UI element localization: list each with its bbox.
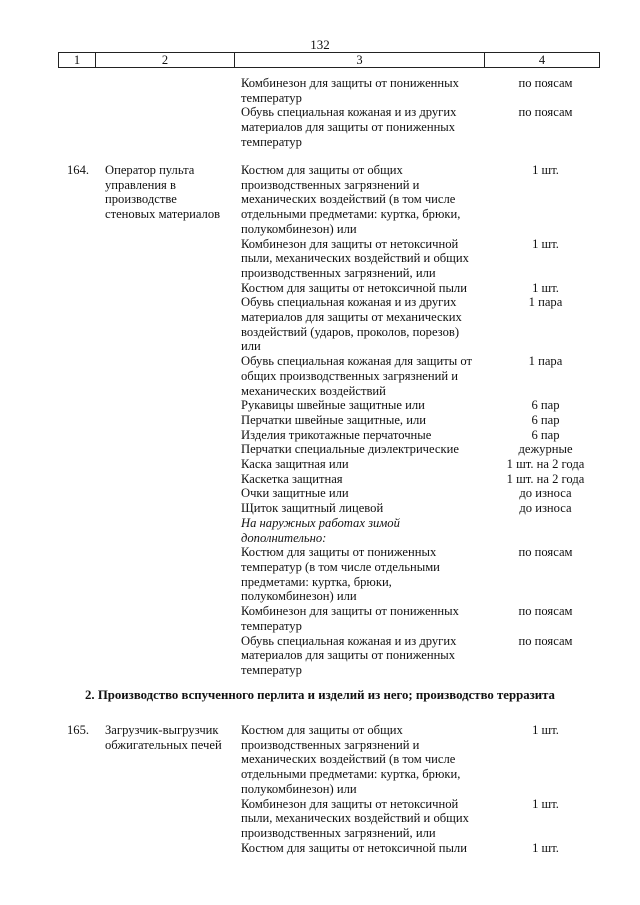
item-list	[241, 163, 600, 678]
list-item	[241, 486, 600, 501]
profession: Загрузчик-выгрузчик обжигательных печей	[105, 723, 222, 752]
list-item	[241, 545, 600, 604]
list-item	[241, 354, 600, 398]
item-name: Комбинезон для защиты от нетоксичной пыли, механических воздействий и общих производственных загрязнений, или	[241, 796, 469, 840]
item-name: Рукавицы швейные защитные или	[241, 398, 425, 413]
item-quantity: 6 пар	[531, 412, 560, 427]
list-item	[241, 398, 600, 413]
item-quantity: 1 шт.	[532, 796, 559, 811]
item-name: Костюм для защиты от нетоксичной пыли	[241, 280, 467, 295]
item-name: Перчатки швейные защитные, или	[241, 412, 426, 427]
item-quantity: по поясам	[518, 76, 573, 90]
item-quantity: 1 шт. на 2 года	[506, 457, 585, 472]
item-quantity: 6 пар	[531, 427, 560, 442]
list-item	[241, 457, 600, 472]
item-list	[241, 76, 600, 150]
item-quantity: по поясам	[518, 604, 573, 619]
header-col-2: 2	[96, 53, 235, 67]
list-item	[241, 516, 600, 545]
item-quantity: по поясам	[518, 545, 573, 560]
list-item	[241, 723, 600, 797]
item-name: Каскетка защитная	[241, 471, 343, 486]
item-quantity: 6 пар	[531, 398, 560, 413]
item-name: Обувь специальная кожаная и из других материалов для защиты от механических воздействий (ударов, проколов, порезов) или	[241, 295, 462, 354]
list-item	[241, 442, 600, 457]
item-quantity: 1 шт. на 2 года	[506, 471, 585, 486]
list-item	[241, 105, 600, 149]
item-list	[241, 723, 600, 855]
item-quantity: до износа	[519, 501, 572, 516]
list-item	[241, 841, 600, 856]
list-item	[241, 604, 600, 633]
header-col-4: 4	[538, 53, 546, 67]
item-quantity: 1 шт.	[532, 236, 559, 251]
list-item	[241, 281, 600, 296]
item-name: Каска защитная или	[241, 457, 349, 472]
entry-164	[58, 163, 600, 678]
item-name: Очки защитные или	[241, 486, 349, 501]
header-col-1: 1	[59, 53, 96, 67]
item-name: Обувь специальная кожаная и из других материалов для защиты от пониженных температур	[241, 105, 457, 149]
item-quantity: до износа	[519, 486, 572, 501]
item-name: Комбинезон для защиты от пониженных температур	[241, 76, 459, 105]
list-item	[241, 295, 600, 354]
entry-number: 164.	[67, 163, 90, 177]
list-item	[241, 472, 600, 487]
item-name: Изделия трикотажные перчаточные	[241, 427, 432, 442]
list-item	[241, 76, 600, 105]
item-quantity: 1 пара	[528, 354, 563, 369]
continuation-block	[58, 76, 600, 150]
list-item	[241, 634, 600, 678]
item-name: Перчатки специальные диэлектрические	[241, 442, 459, 457]
item-quantity: 1 шт.	[532, 163, 559, 177]
item-name: Комбинезон для защиты от пониженных температур	[241, 604, 459, 633]
profession: Оператор пульта управления в производстве стеновых материалов	[105, 163, 221, 222]
list-item	[241, 501, 600, 516]
table-header	[58, 52, 600, 68]
item-quantity: 1 шт.	[532, 280, 559, 295]
item-quantity: 1 пара	[528, 295, 563, 310]
section-title: 2. Производство вспученного перлита и изделий из него; производство терразита	[85, 688, 555, 702]
entry-number: 165.	[67, 723, 90, 737]
item-name: Обувь специальная кожаная и из других материалов для защиты от пониженных температур	[241, 633, 457, 677]
item-quantity: дежурные	[518, 442, 573, 457]
header-col-3: 3	[235, 53, 485, 67]
item-quantity	[491, 516, 600, 545]
item-name: Щиток защитный лицевой	[241, 501, 384, 516]
list-item	[241, 237, 600, 281]
entry-165	[58, 723, 600, 855]
item-name: На наружных работах зимой дополнительно:	[241, 515, 400, 545]
page-number: 132	[310, 37, 330, 52]
item-name: Комбинезон для защиты от нетоксичной пыли, механических воздействий и общих производственных загрязнений, или	[241, 236, 469, 280]
item-quantity: 1 шт.	[532, 723, 559, 737]
item-quantity: 1 шт.	[532, 840, 559, 855]
item-name: Костюм для защиты от нетоксичной пыли	[241, 840, 467, 855]
item-name: Костюм для защиты от общих производственных загрязнений и механических воздействий (в том числе отдельными предметами: куртка, брюки, полукомбинезон) или	[241, 723, 461, 796]
list-item	[241, 413, 600, 428]
item-name: Костюм для защиты от пониженных температур (в том числе отдельными предметами: куртка, брюки, полукомбинезон) или	[241, 545, 440, 604]
list-item	[241, 428, 600, 443]
list-item	[241, 797, 600, 841]
item-name: Обувь специальная кожаная для защиты от общих производственных загрязнений и механических воздействий	[241, 354, 472, 398]
item-quantity: по поясам	[518, 633, 573, 648]
list-item	[241, 163, 600, 237]
item-quantity: по поясам	[518, 105, 573, 120]
item-name: Костюм для защиты от общих производственных загрязнений и механических воздействий (в том числе отдельными предметами: куртка, брюки, полукомбинезон) или	[241, 163, 461, 236]
